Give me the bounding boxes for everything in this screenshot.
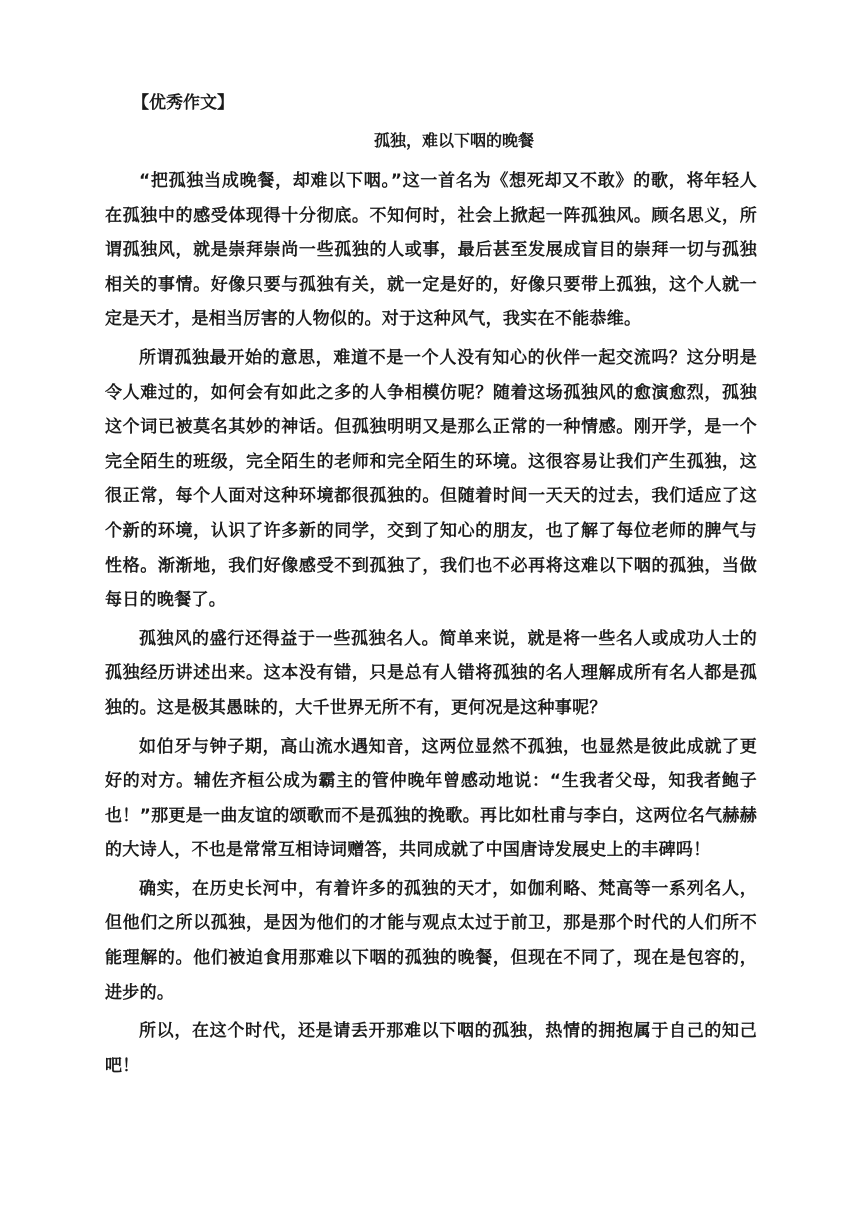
paragraph: 如伯牙与钟子期，高山流水遇知音，这两位显然不孤独，也显然是彼此成就了更好的对方。辅佐齐桓公成为霸主的管仲晚年曾感动地说：“生我者父母，知我者鲍子也！”那更是一曲友谊的颂歌而不是孤独的挽歌。再比如杜甫与李白，这两位名气赫赫的大诗人，不也是常常互相诗词赠答，共同成就了中国唐诗发展史上的丰碑吗！ — [105, 736, 757, 861]
essay-body — [105, 164, 757, 1087]
paragraph: 确实，在历史长河中，有着许多的孤独的天才，如伽利略、梵高等一系列名人，但他们之所以孤独，是因为他们的才能与观点太过于前卫，那是那个时代的人们所不能理解的。他们被迫食用那难以下咽的孤独的晚餐，但现在不同了，现在是包容的，进步的。 — [105, 878, 757, 1003]
section-label: 【优秀作文】 — [132, 93, 234, 113]
paragraph: “把孤独当成晚餐，却难以下咽。”这一首名为《想死却又不敢》的歌，将年轻人在孤独中的感受体现得十分彻底。不知何时，社会上掀起一阵孤独风。顾名思义，所谓孤独风，就是崇拜崇尚一些孤独的人或事，最后甚至发展成盲目的崇拜一切与孤独相关的事情。好像只要与孤独有关，就一定是好的，好像只要带上孤独，这个人就一定是天才，是相当厉害的人物似的。对于这种风气，我实在不能恭维。 — [105, 171, 757, 330]
paragraph: 孤独风的盛行还得益于一些孤独名人。简单来说，就是将一些名人或成功人士的孤独经历讲述出来。这本没有错，只是总有人错将孤独的名人理解成所有名人都是孤独的。这是极其愚昧的，大千世界无所不有，更何况是这种事呢？ — [105, 628, 757, 718]
essay-title: 孤独，难以下咽的晚餐 — [373, 131, 534, 150]
paragraph: 所谓孤独最开始的意思，难道不是一个人没有知心的伙伴一起交流吗？这分明是令人难过的，如何会有如此之多的人争相模仿呢？随着这场孤独风的愈演愈烈，孤独这个词已被莫名其妙的神话。但孤独明明又是那么正常的一种情感。刚开学，是一个完全陌生的班级，完全陌生的老师和完全陌生的环境。这很容易让我们产生孤独，这很正常，每个人面对这种环境都很孤独的。但随着时间一天天的过去，我们适应了这个新的环境，认识了许多新的同学，交到了知心的朋友，也了解了每位老师的脾气与性格。渐渐地，我们好像感受不到孤独了，我们也不必再将这难以下咽的孤独，当做每日的晚餐了。 — [105, 347, 757, 611]
paragraph: 所以，在这个时代，还是请丢开那难以下咽的孤独，热情的拥抱属于自己的知己吧！ — [105, 1021, 757, 1076]
